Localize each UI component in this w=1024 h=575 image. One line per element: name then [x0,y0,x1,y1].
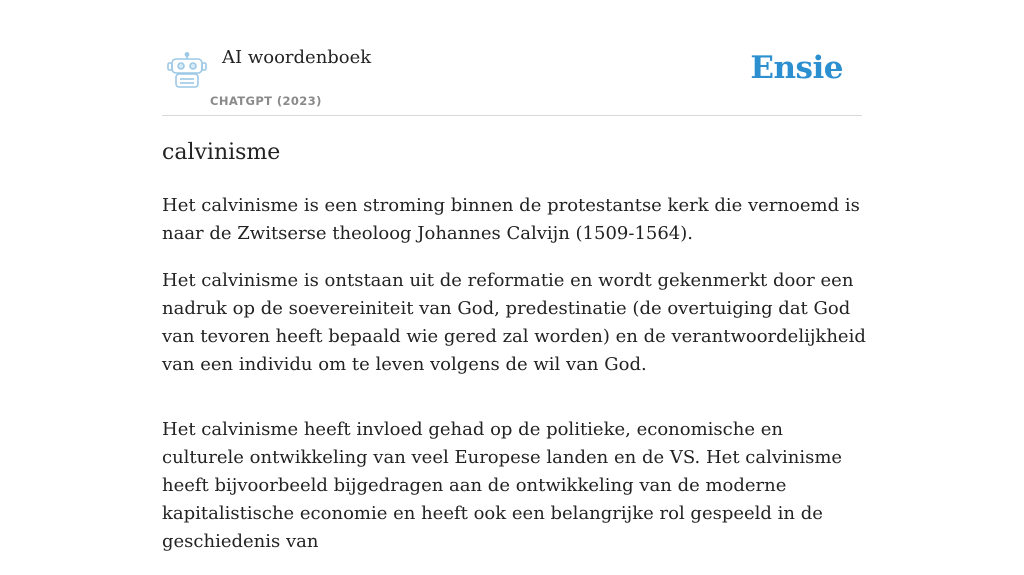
paragraph-influence: Het calvinisme heeft invloed gehad op de politieke, economische en culturele ontwikkeling van veel Europese landen en de VS. Het calvinisme heeft bijvoorbeeld bijgedragen aan de ontwikkeling van de moderne kapitalistische economie en heeft ook een belangrijke rol gespeeld in de geschiedenis van [162,419,843,552]
paragraph-definition: Het calvinisme is een stroming binnen de protestantse kerk die vernoemd is naar de Zwitserse theoloog Johannes Calvijn (1509-1564). [162,195,860,244]
entry-term: calvinisme [162,140,281,165]
entry-content [162,192,867,575]
dictionary-header [162,40,862,116]
ensie-logo[interactable]: Ensie [750,50,843,86]
robot-icon [166,52,208,90]
paragraph-origin: Het calvinisme is ontstaan uit de reformatie en wordt gekenmerkt door een nadruk op de soevereiniteit van God, predestinatie (de overtuiging dat God van tevoren heeft bepaald wie gered zal worden) en de verantwoordelijkheid van een individu om te leven volgens de wil van God. [162,270,866,375]
source-label: CHATGPT (2023) [210,94,322,108]
dictionary-title: AI woordenboek [222,47,372,68]
